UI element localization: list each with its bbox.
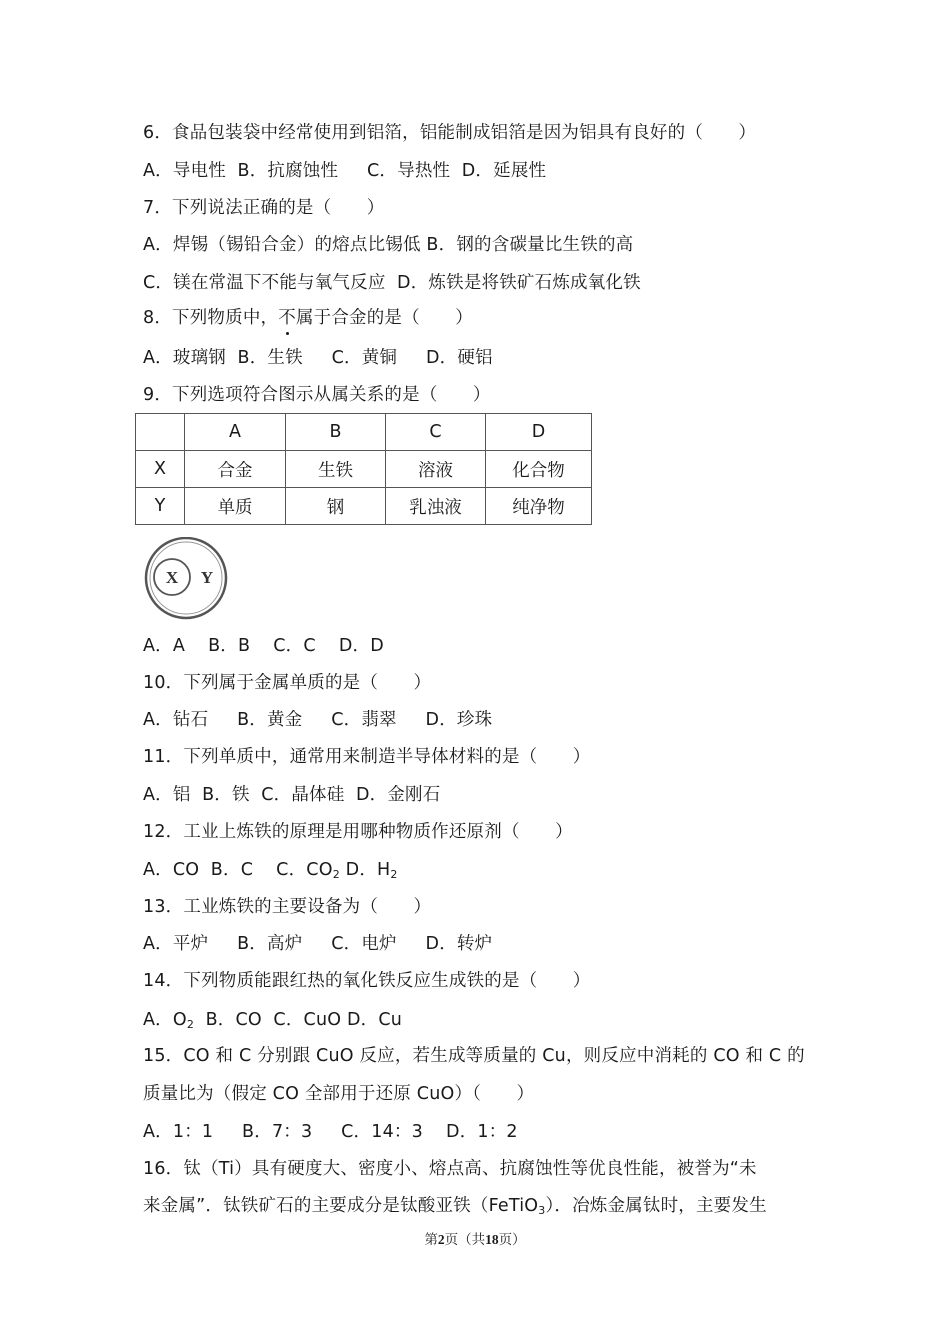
q7-stem: 7．下列说法正确的是（ ）	[143, 198, 385, 218]
q9-options-table	[135, 413, 592, 525]
emphasis-mark: 不	[278, 308, 296, 328]
table-cell: A	[185, 414, 286, 451]
table-cell: 溶液	[386, 451, 486, 488]
q7-options-1: A．焊锡（锡铅合金）的熔点比锡低 B．钢的含碳量比生铁的高	[143, 235, 634, 255]
table-header-row	[136, 414, 592, 451]
table-cell: Y	[136, 488, 185, 525]
q9-stem: 9．下列选项符合图示从属关系的是（ ）	[143, 385, 491, 405]
q13-options: A．平炉 B．高炉 C．电炉 D．转炉	[143, 934, 493, 954]
q8-stem: 8．下列物质中，不属于合金的是（ ）	[143, 308, 473, 328]
table-cell: 钢	[286, 488, 386, 525]
venn-label-x: X	[165, 568, 179, 587]
q15-stem-1: 15．CO 和 C 分别跟 CuO 反应，若生成等质量的 Cu，则反应中消耗的 CO 和 C 的	[143, 1046, 805, 1066]
table-row	[136, 451, 592, 488]
q11-stem: 11．下列单质中，通常用来制造半导体材料的是（ ）	[143, 747, 591, 767]
table-cell: 单质	[185, 488, 286, 525]
table-cell: C	[386, 414, 486, 451]
table-cell: B	[286, 414, 386, 451]
q10-stem: 10．下列属于金属单质的是（ ）	[143, 673, 432, 693]
q9-options: A．A B．B C．C D．D	[143, 636, 384, 656]
q7-options-2: C．镁在常温下不能与氧气反应 D．炼铁是将铁矿石炼成氧化铁	[143, 273, 641, 293]
outer-circle	[146, 538, 226, 618]
page-footer: 第2页（共18页）	[424, 1232, 526, 1248]
table-cell: X	[136, 451, 185, 488]
q14-options: A．$O_2$ B．CO C．CuO D．Cu	[143, 1010, 403, 1031]
q15-options: A．1：1 B．7：3 C．14：3 D．1：2	[143, 1122, 518, 1142]
q11-options: A．铝 B．铁 C．晶体硅 D．金刚石	[143, 785, 441, 805]
q16-line-2: 来金属”．钛铁矿石的主要成分是钛酸亚铁（FeTiO$_3$）．冶炼金属钛时，主要发生	[143, 1196, 767, 1217]
table-cell: D	[486, 414, 592, 451]
q16-line-1: 16．钛（Ti）具有硬度大、密度小、熔点高、抗腐蚀性等优良性能，被誉为“未	[143, 1159, 757, 1179]
q12-options: A．CO B．C C．$CO_2$ D．$H_2$	[143, 860, 398, 881]
table-row	[136, 488, 592, 525]
table-cell: 纯净物	[486, 488, 592, 525]
q15-stem-2: 质量比为（假定 CO 全部用于还原 CuO）（ ）	[143, 1084, 535, 1104]
venn-label-y: Y	[200, 568, 214, 587]
q8-options: A．玻璃钢 B．生铁 C．黄铜 D．硬铝	[143, 348, 493, 368]
q6-options: A．导电性 B．抗腐蚀性 C．导热性 D．延展性	[143, 161, 547, 181]
venn-diagram	[144, 537, 232, 621]
table-cell	[136, 414, 185, 451]
table-cell: 生铁	[286, 451, 386, 488]
q13-stem: 13．工业炼铁的主要设备为（ ）	[143, 897, 432, 917]
q10-options: A．钻石 B．黄金 C．翡翠 D．珍珠	[143, 710, 493, 730]
q14-stem: 14．下列物质能跟红热的氧化铁反应生成铁的是（ ）	[143, 971, 591, 991]
q6-stem: 6．食品包装袋中经常使用到铝箔，铝能制成铝箔是因为铝具有良好的（ ）	[143, 123, 757, 143]
q12-stem: 12．工业上炼铁的原理是用哪种物质作还原剂（ ）	[143, 822, 573, 842]
table-cell: 乳浊液	[386, 488, 486, 525]
table-cell: 合金	[185, 451, 286, 488]
table-cell: 化合物	[486, 451, 592, 488]
